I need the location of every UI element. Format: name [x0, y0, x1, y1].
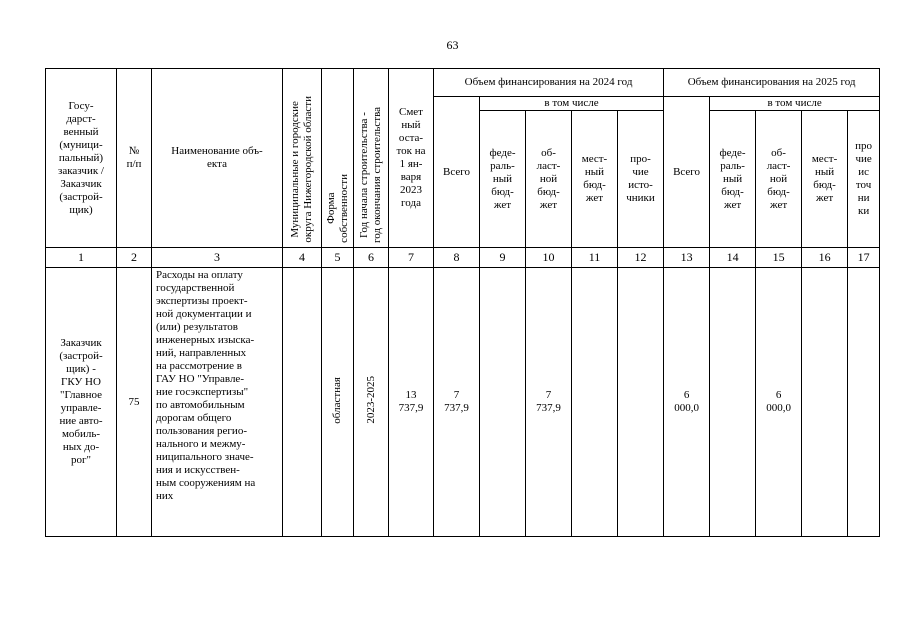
- row-federal-2025: [710, 268, 756, 537]
- column-number: 2: [117, 248, 152, 268]
- row-object-name: Расходы на оплату государственной экспертизы проект- ной документации и (или) результатов инженерных изыска- ний, направленных на рассмотрение в ГАУ НО "Управле- ние госэкспертизы" по автомобильным дорогам общего пользования регио- нального и межму- ниципального значе- ния и искусствен- ным сооружениям на них: [152, 268, 283, 537]
- header-no: № п/п: [117, 69, 152, 248]
- financing-table: [45, 68, 880, 537]
- row-municipality: [283, 268, 322, 537]
- column-number: 3: [152, 248, 283, 268]
- column-numbers-row: [46, 248, 880, 268]
- row-customer: Заказчик (застрой- щик) - ГКУ НО "Главное управле- ние авто- мобиль- ных до- рог": [46, 268, 117, 537]
- row-ownership: областная: [322, 268, 354, 537]
- column-number: 1: [46, 248, 117, 268]
- column-number: 14: [710, 248, 756, 268]
- header-federal-2024: феде- раль- ный бюд- жет: [480, 111, 526, 248]
- column-number: 10: [526, 248, 572, 268]
- header-other-2024: про- чие исто- чники: [618, 111, 664, 248]
- header-remaining: Смет ный оста- ток на 1 ян- варя 2023 года: [389, 69, 434, 248]
- header-municipality: Муниципальные и городские округа Нижегородской области: [283, 69, 322, 248]
- row-federal-2024: [480, 268, 526, 537]
- header-other-2025: про чие ис точ ни ки: [848, 111, 880, 248]
- column-number: 11: [572, 248, 618, 268]
- column-number: 5: [322, 248, 354, 268]
- header-including-2024: в том числе: [480, 97, 664, 111]
- column-number: 4: [283, 248, 322, 268]
- header-years: Год начала строительства - год окончания строительства: [354, 69, 389, 248]
- column-number: 7: [389, 248, 434, 268]
- column-number: 8: [434, 248, 480, 268]
- header-fin-2024: Объем финансирования на 2024 год: [434, 69, 664, 97]
- header-row-1: [46, 69, 880, 97]
- column-number: 17: [848, 248, 880, 268]
- table-row: [46, 268, 880, 537]
- row-total-2024: 7 737,9: [434, 268, 480, 537]
- header-local-2024: мест- ный бюд- жет: [572, 111, 618, 248]
- row-local-2025: [802, 268, 848, 537]
- header-customer: Госу- дарст- венный (муници- пальный) заказчик / Заказчик (застрой- щик): [46, 69, 117, 248]
- header-regional-2024: об- ласт- ной бюд- жет: [526, 111, 572, 248]
- column-number: 9: [480, 248, 526, 268]
- row-no: 75: [117, 268, 152, 537]
- header-federal-2025: феде- раль- ный бюд- жет: [710, 111, 756, 248]
- row-years: 2023-2025: [354, 268, 389, 537]
- header-regional-2025: об- ласт- ной бюд- жет: [756, 111, 802, 248]
- header-object-name: Наименование объ- екта: [152, 69, 283, 248]
- row-regional-2024: 7 737,9: [526, 268, 572, 537]
- header-ownership: Форма собственности: [322, 69, 354, 248]
- page-number: 63: [446, 38, 459, 52]
- row-other-2024: [618, 268, 664, 537]
- header-total-2025: Всего: [664, 97, 710, 248]
- header-including-2025: в том числе: [710, 97, 880, 111]
- column-number: 12: [618, 248, 664, 268]
- header-total-2024: Всего: [434, 97, 480, 248]
- column-number: 16: [802, 248, 848, 268]
- header-local-2025: мест- ный бюд- жет: [802, 111, 848, 248]
- header-fin-2025: Объем финансирования на 2025 год: [664, 69, 880, 97]
- column-number: 6: [354, 248, 389, 268]
- row-total-2025: 6 000,0: [664, 268, 710, 537]
- row-local-2024: [572, 268, 618, 537]
- row-remaining: 13 737,9: [389, 268, 434, 537]
- column-number: 15: [756, 248, 802, 268]
- row-other-2025: [848, 268, 880, 537]
- column-number: 13: [664, 248, 710, 268]
- row-regional-2025: 6 000,0: [756, 268, 802, 537]
